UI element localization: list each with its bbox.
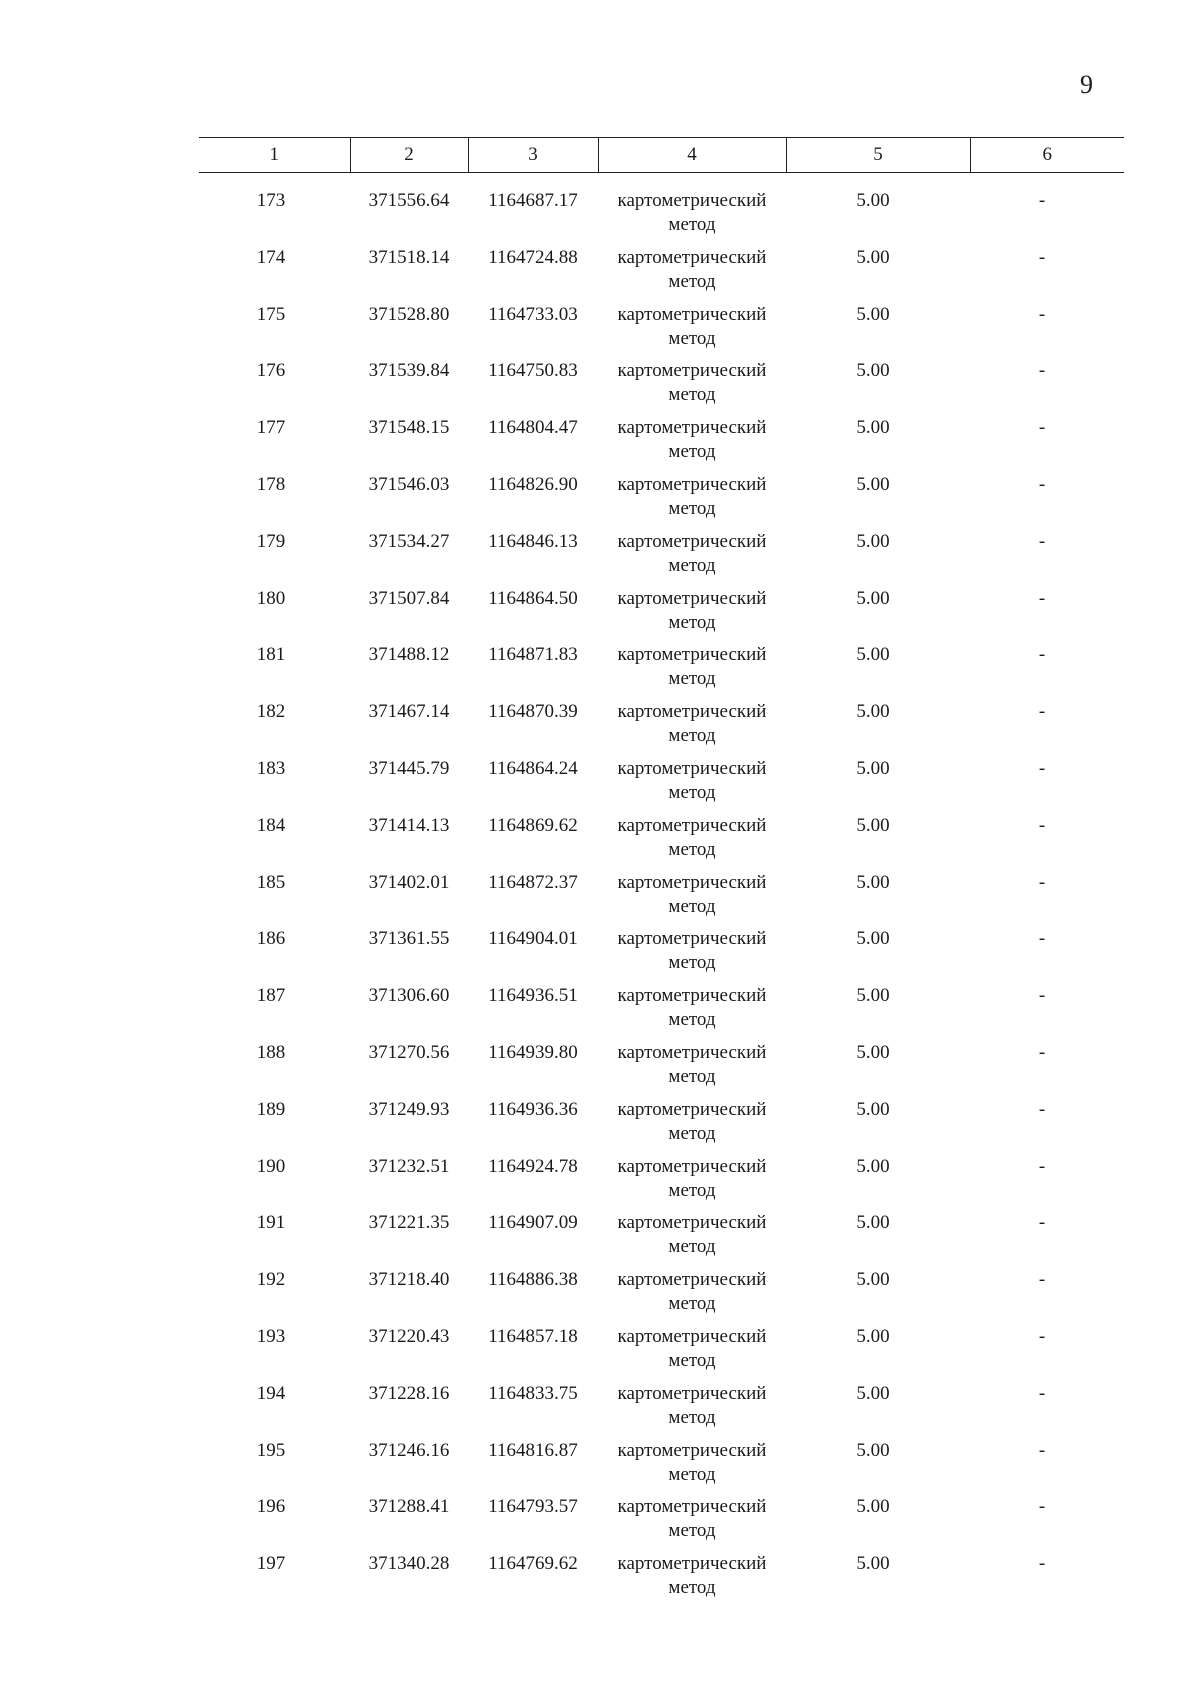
table-row: [199, 587, 1124, 644]
y-coordinate-cell: 1164769.62: [488, 1553, 578, 1575]
accuracy-cell: 5.00: [856, 1496, 890, 1518]
accuracy-cell: 5.00: [856, 1269, 890, 1291]
x-coordinate-cell: 371306.60: [368, 985, 450, 1007]
column-header-5: 5: [786, 138, 970, 173]
method-text: картометрический метод: [617, 928, 767, 974]
method-text: картометрический метод: [617, 530, 767, 576]
point-number-cell: 181: [256, 644, 286, 666]
description-cell: -: [1038, 1155, 1046, 1177]
method-cell: [598, 173, 786, 246]
accuracy-cell: 5.00: [856, 985, 890, 1007]
table-row: [199, 1041, 1124, 1098]
x-coordinate-cell: 371340.28: [368, 1553, 450, 1575]
accuracy-cell: 5.00: [856, 1041, 890, 1063]
method-text: картометрический метод: [617, 1496, 767, 1542]
point-number-cell: 175: [256, 303, 286, 325]
description-cell: -: [1038, 644, 1046, 666]
method-cell: [598, 757, 786, 814]
x-coordinate-cell: 371534.27: [368, 530, 450, 552]
x-coordinate-cell: 371518.14: [368, 246, 450, 268]
description-cell: -: [1038, 360, 1046, 382]
method-cell: [598, 814, 786, 871]
method-cell: [598, 927, 786, 984]
coordinates-table: [199, 137, 1124, 1609]
page-number: 9: [1080, 70, 1093, 99]
accuracy-cell: 5.00: [856, 701, 890, 723]
point-number-cell: 176: [256, 360, 286, 382]
y-coordinate-cell: 1164793.57: [488, 1496, 578, 1518]
y-coordinate-cell: 1164924.78: [488, 1155, 578, 1177]
y-coordinate-cell: 1164816.87: [488, 1439, 578, 1461]
accuracy-cell: 5.00: [856, 814, 890, 836]
y-coordinate-cell: 1164871.83: [488, 644, 578, 666]
accuracy-cell: 5.00: [856, 1382, 890, 1404]
accuracy-cell: 5.00: [856, 587, 890, 609]
y-coordinate-cell: 1164939.80: [488, 1041, 578, 1063]
point-number-cell: 188: [256, 1041, 286, 1063]
accuracy-cell: 5.00: [856, 1212, 890, 1234]
method-text: картометрический метод: [617, 303, 767, 349]
method-cell: [598, 1382, 786, 1439]
method-cell: [598, 700, 786, 757]
x-coordinate-cell: 371270.56: [368, 1041, 450, 1063]
method-cell: [598, 643, 786, 700]
y-coordinate-cell: 1164733.03: [488, 303, 578, 325]
table-row: [199, 814, 1124, 871]
method-cell: [598, 1439, 786, 1496]
accuracy-cell: 5.00: [856, 1325, 890, 1347]
method-text: картометрический метод: [617, 701, 767, 747]
header-row: [199, 138, 1124, 173]
table-row: [199, 530, 1124, 587]
method-text: картометрический метод: [617, 190, 767, 235]
y-coordinate-cell: 1164687.17: [488, 190, 578, 211]
y-coordinate-cell: 1164724.88: [488, 246, 578, 268]
method-cell: [598, 1552, 786, 1609]
x-coordinate-cell: 371228.16: [368, 1382, 450, 1404]
table-row: [199, 1098, 1124, 1155]
point-number-cell: 186: [256, 928, 286, 950]
point-number-cell: 196: [256, 1496, 286, 1518]
table-row: [199, 1552, 1124, 1609]
point-number-cell: 194: [256, 1382, 286, 1404]
point-number-cell: 187: [256, 985, 286, 1007]
x-coordinate-cell: 371528.80: [368, 303, 450, 325]
point-number-cell: 179: [256, 530, 286, 552]
method-text: картометрический метод: [617, 1155, 767, 1201]
method-text: картометрический метод: [617, 871, 767, 917]
method-cell: [598, 473, 786, 530]
table-row: [199, 757, 1124, 814]
point-number-cell: 195: [256, 1439, 286, 1461]
accuracy-cell: 5.00: [856, 871, 890, 893]
x-coordinate-cell: 371232.51: [368, 1155, 450, 1177]
description-cell: -: [1038, 417, 1046, 439]
method-cell: [598, 1041, 786, 1098]
y-coordinate-cell: 1164864.24: [488, 757, 578, 779]
column-header-1: 1: [199, 138, 350, 173]
method-cell: [598, 1155, 786, 1212]
accuracy-cell: 5.00: [856, 757, 890, 779]
x-coordinate-cell: 371246.16: [368, 1439, 450, 1461]
description-cell: -: [1038, 1382, 1046, 1404]
description-cell: -: [1038, 1098, 1046, 1120]
method-cell: [598, 871, 786, 928]
y-coordinate-cell: 1164846.13: [488, 530, 578, 552]
column-header-3: 3: [468, 138, 598, 173]
description-cell: -: [1038, 985, 1046, 1007]
method-cell: [598, 984, 786, 1041]
table-row: [199, 1211, 1124, 1268]
method-text: картометрический метод: [617, 587, 767, 633]
table-row: [199, 359, 1124, 416]
y-coordinate-cell: 1164869.62: [488, 814, 578, 836]
description-cell: -: [1038, 1439, 1046, 1461]
table-row: [199, 643, 1124, 700]
accuracy-cell: 5.00: [856, 246, 890, 268]
point-number-cell: 189: [256, 1098, 286, 1120]
accuracy-cell: 5.00: [856, 1155, 890, 1177]
x-coordinate-cell: 371221.35: [368, 1212, 450, 1234]
y-coordinate-cell: 1164857.18: [488, 1325, 578, 1347]
column-header-4: 4: [598, 138, 786, 173]
method-text: картометрический метод: [617, 644, 767, 690]
y-coordinate-cell: 1164872.37: [488, 871, 578, 893]
description-cell: -: [1038, 246, 1046, 268]
description-cell: -: [1038, 1325, 1046, 1347]
table-row: [199, 1155, 1124, 1212]
table-body: [199, 173, 1124, 1609]
x-coordinate-cell: 371361.55: [368, 928, 450, 950]
point-number-cell: 178: [256, 473, 286, 495]
method-text: картометрический метод: [617, 1041, 767, 1087]
accuracy-cell: 5.00: [856, 473, 890, 495]
x-coordinate-cell: 371507.84: [368, 587, 450, 609]
y-coordinate-cell: 1164886.38: [488, 1269, 578, 1291]
point-number-cell: 192: [256, 1269, 286, 1291]
method-text: картометрический метод: [617, 1269, 767, 1315]
description-cell: -: [1038, 1269, 1046, 1291]
table-row: [199, 1325, 1124, 1382]
description-cell: -: [1038, 587, 1046, 609]
x-coordinate-cell: 371220.43: [368, 1325, 450, 1347]
accuracy-cell: 5.00: [856, 303, 890, 325]
description-cell: -: [1038, 814, 1046, 836]
x-coordinate-cell: 371445.79: [368, 757, 450, 779]
method-text: картометрический метод: [617, 814, 767, 860]
description-cell: -: [1038, 190, 1046, 211]
method-cell: [598, 246, 786, 303]
table-row: [199, 473, 1124, 530]
point-number-cell: 193: [256, 1325, 286, 1347]
method-text: картометрический метод: [617, 1439, 767, 1485]
y-coordinate-cell: 1164833.75: [488, 1382, 578, 1404]
description-cell: -: [1038, 303, 1046, 325]
accuracy-cell: 5.00: [856, 1439, 890, 1461]
x-coordinate-cell: 371467.14: [368, 701, 450, 723]
method-cell: [598, 1325, 786, 1382]
method-text: картометрический метод: [617, 1382, 767, 1428]
column-header-2: 2: [350, 138, 468, 173]
x-coordinate-cell: 371414.13: [368, 814, 450, 836]
method-text: картометрический метод: [617, 985, 767, 1031]
point-number-cell: 190: [256, 1155, 286, 1177]
description-cell: -: [1038, 1496, 1046, 1518]
table-row: [199, 1495, 1124, 1552]
table-row: [199, 871, 1124, 928]
point-number-cell: 182: [256, 701, 286, 723]
description-cell: -: [1038, 1553, 1046, 1575]
point-number-cell: 185: [256, 871, 286, 893]
table-row: [199, 984, 1124, 1041]
method-text: картометрический метод: [617, 1098, 767, 1144]
accuracy-cell: 5.00: [856, 928, 890, 950]
x-coordinate-cell: 371402.01: [368, 871, 450, 893]
table-row: [199, 927, 1124, 984]
point-number-cell: 174: [256, 246, 286, 268]
y-coordinate-cell: 1164936.36: [488, 1098, 578, 1120]
method-cell: [598, 587, 786, 644]
description-cell: -: [1038, 1041, 1046, 1063]
y-coordinate-cell: 1164826.90: [488, 473, 578, 495]
y-coordinate-cell: 1164904.01: [488, 928, 578, 950]
table-row: [199, 1439, 1124, 1496]
accuracy-cell: 5.00: [856, 1553, 890, 1575]
description-cell: -: [1038, 530, 1046, 552]
accuracy-cell: 5.00: [856, 530, 890, 552]
x-coordinate-cell: 371218.40: [368, 1269, 450, 1291]
description-cell: -: [1038, 871, 1046, 893]
table-row: [199, 246, 1124, 303]
x-coordinate-cell: 371548.15: [368, 417, 450, 439]
x-coordinate-cell: 371488.12: [368, 644, 450, 666]
description-cell: -: [1038, 701, 1046, 723]
x-coordinate-cell: 371546.03: [368, 473, 450, 495]
y-coordinate-cell: 1164936.51: [488, 985, 578, 1007]
method-cell: [598, 1495, 786, 1552]
method-cell: [598, 359, 786, 416]
accuracy-cell: 5.00: [856, 644, 890, 666]
method-cell: [598, 1268, 786, 1325]
x-coordinate-cell: 371249.93: [368, 1098, 450, 1120]
point-number-cell: 197: [256, 1553, 286, 1575]
accuracy-cell: 5.00: [856, 190, 890, 211]
description-cell: -: [1038, 928, 1046, 950]
method-text: картометрический метод: [617, 1325, 767, 1371]
method-text: картометрический метод: [617, 757, 767, 803]
y-coordinate-cell: 1164864.50: [488, 587, 578, 609]
table-header: [199, 138, 1124, 173]
method-text: картометрический метод: [617, 1553, 767, 1599]
point-number-cell: 184: [256, 814, 286, 836]
y-coordinate-cell: 1164750.83: [488, 360, 578, 382]
method-text: картометрический метод: [617, 417, 767, 463]
accuracy-cell: 5.00: [856, 417, 890, 439]
accuracy-cell: 5.00: [856, 1098, 890, 1120]
table-row: [199, 303, 1124, 360]
point-number-cell: 177: [256, 417, 286, 439]
method-cell: [598, 1098, 786, 1155]
description-cell: -: [1038, 1212, 1046, 1234]
y-coordinate-cell: 1164870.39: [488, 701, 578, 723]
method-text: картометрический метод: [617, 473, 767, 519]
method-text: картометрический метод: [617, 1212, 767, 1258]
table-row: [199, 1382, 1124, 1439]
table-row: [199, 700, 1124, 757]
description-cell: -: [1038, 473, 1046, 495]
x-coordinate-cell: 371288.41: [368, 1496, 450, 1518]
y-coordinate-cell: 1164907.09: [488, 1212, 578, 1234]
method-text: картометрический метод: [617, 246, 767, 292]
method-cell: [598, 1211, 786, 1268]
x-coordinate-cell: 371539.84: [368, 360, 450, 382]
x-coordinate-cell: 371556.64: [368, 190, 450, 211]
method-cell: [598, 530, 786, 587]
column-header-6: 6: [970, 138, 1124, 173]
point-number-cell: 173: [256, 190, 286, 211]
point-number-cell: 183: [256, 757, 286, 779]
table-row: [199, 173, 1124, 246]
method-text: картометрический метод: [617, 360, 767, 406]
table-row: [199, 416, 1124, 473]
accuracy-cell: 5.00: [856, 360, 890, 382]
table-row: [199, 1268, 1124, 1325]
method-cell: [598, 416, 786, 473]
y-coordinate-cell: 1164804.47: [488, 417, 578, 439]
method-cell: [598, 303, 786, 360]
description-cell: -: [1038, 757, 1046, 779]
point-number-cell: 180: [256, 587, 286, 609]
point-number-cell: 191: [256, 1212, 286, 1234]
